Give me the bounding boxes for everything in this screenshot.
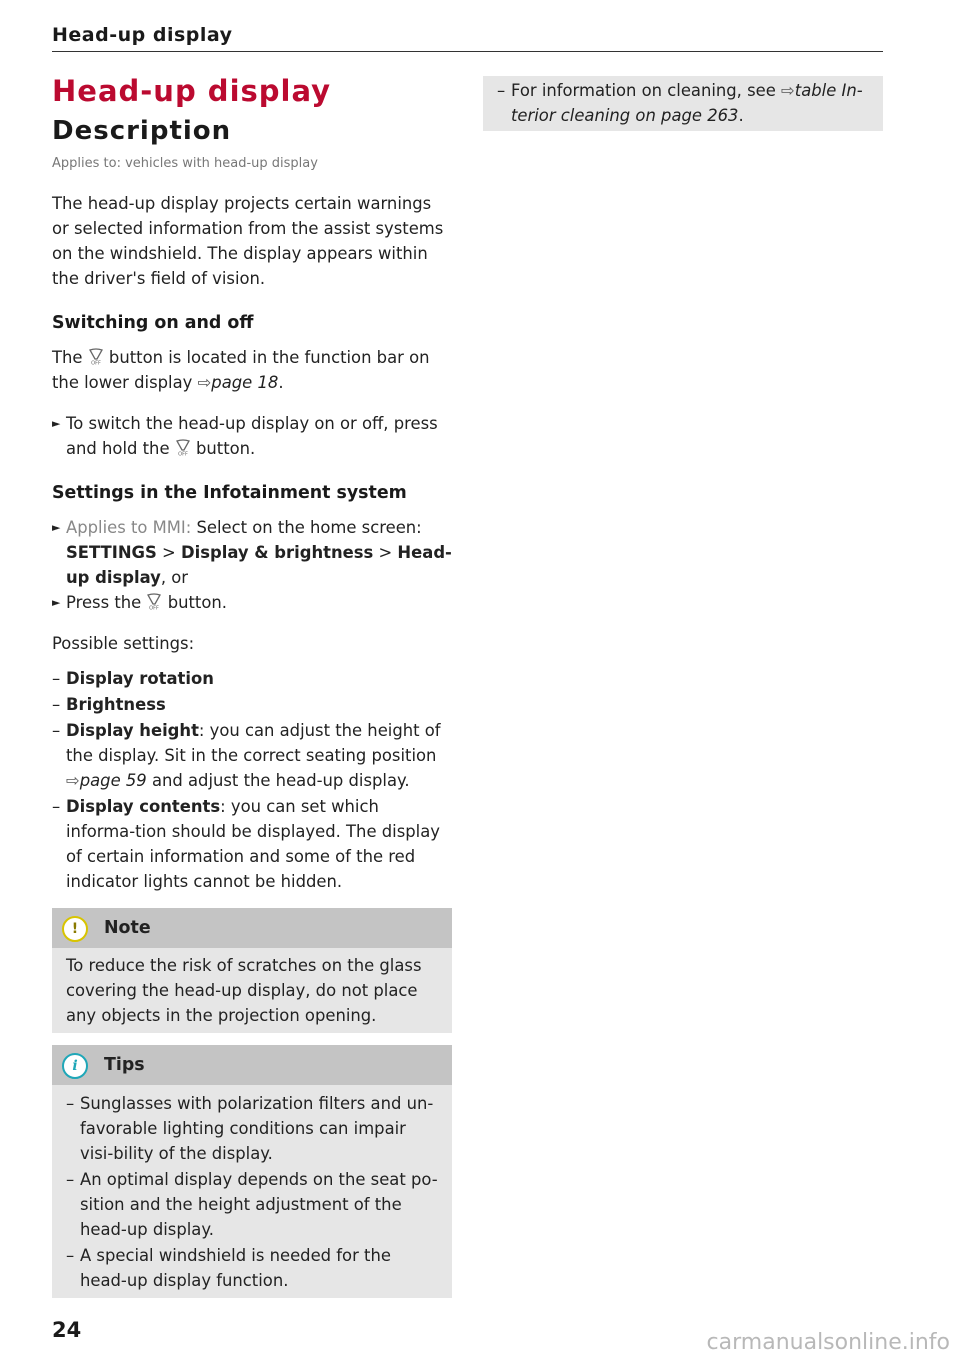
svg-text:OFF: OFF [177, 451, 188, 456]
watermark: carmanualsonline.info [706, 1330, 950, 1355]
note-title: Note [104, 918, 151, 938]
page-number: 24 [52, 1318, 82, 1342]
bullet-icon: ► [52, 521, 61, 534]
note-box [52, 908, 452, 1033]
arrow-icon: ⇨ [197, 373, 212, 392]
tips-box [52, 1045, 452, 1298]
svg-text:OFF: OFF [90, 360, 101, 365]
list-item: – An optimal display depends on the seat po-sition and the height adjustment of the head-up display. [66, 1170, 438, 1239]
page-ref-59[interactable]: page 59 [79, 771, 147, 790]
switching-paragraph: The OFF button is located in the function bar on the lower display ⇨page 18. [52, 348, 430, 392]
bullet-icon: ► [52, 596, 61, 609]
settings-bullet-press: ► Press the OFF button. [52, 590, 452, 615]
settings-list [52, 666, 452, 894]
note-header [52, 908, 452, 948]
cleaning-table-ref[interactable]: table In-terior cleaning on page 263 [511, 81, 863, 125]
tips-header [52, 1045, 452, 1085]
menu-path-display-brightness: Display & brightness [181, 543, 374, 562]
info-circle-icon: i [62, 1053, 88, 1079]
hud-button-icon [88, 347, 104, 365]
list-item: – A special windshield is needed for the head-up display function. [66, 1246, 391, 1290]
page-ref-18[interactable]: page 18 [211, 373, 279, 392]
possible-settings: Possible settings: [52, 634, 195, 653]
menu-path-head-up-display: Head-up display [66, 543, 452, 587]
arrow-icon: ⇨ [66, 771, 80, 790]
cleaning-info-box [483, 76, 883, 131]
list-item: – Sunglasses with polarization filters and un-favorable lighting conditions can impair visi-bility of the display. [66, 1094, 434, 1163]
list-item: – Display height: you can adjust the height of the display. Sit in the correct seating position ⇨page 59 and adjust the head-up display. [52, 721, 441, 790]
settings-bullet-mmi: ► Applies to MMI: Select on the home screen: SETTINGS > Display & brightness > Head-up display, or [52, 515, 452, 590]
section-title: Head-up display [52, 74, 332, 108]
list-item: – Display contents: you can set which informa-tion should be displayed. The display of certain information and some of the red indicator lights cannot be hidden. [52, 797, 440, 891]
switching-bullet: ► To switch the head-up display on or off, press and hold the OFF button. [52, 411, 452, 461]
tips-title: Tips [104, 1055, 145, 1075]
running-title: Head-up display [52, 24, 233, 46]
tips-list [52, 1085, 452, 1298]
hud-button-icon [146, 592, 162, 610]
hud-button-icon [175, 438, 191, 456]
menu-path-settings: SETTINGS [66, 543, 157, 562]
settings-heading: Settings in the Infotainment system [52, 483, 407, 503]
note-text: To reduce the risk of scratches on the glass covering the head-up display, do not place any objects in the projection opening. [66, 956, 422, 1025]
intro-paragraph: The head-up display projects certain warnings or selected information from the assist systems on the windshield. The display appears within the driver's field of vision. [52, 194, 444, 288]
list-item: – Display rotation [52, 669, 214, 688]
right-column [483, 76, 883, 131]
warning-circle-icon: ! [62, 916, 88, 942]
section-subtitle: Description [52, 116, 232, 146]
arrow-icon: ⇨ [781, 81, 795, 100]
bullet-icon: ► [52, 417, 61, 430]
list-item: – Brightness [52, 695, 166, 714]
left-column [52, 70, 452, 1298]
list-item: – For information on cleaning, see ⇨table In-terior cleaning on page 263. [497, 81, 863, 125]
switching-heading: Switching on and off [52, 313, 254, 333]
svg-text:OFF: OFF [149, 605, 160, 610]
header-rule [52, 51, 883, 52]
applies-to: Applies to: vehicles with head-up display [52, 156, 318, 171]
